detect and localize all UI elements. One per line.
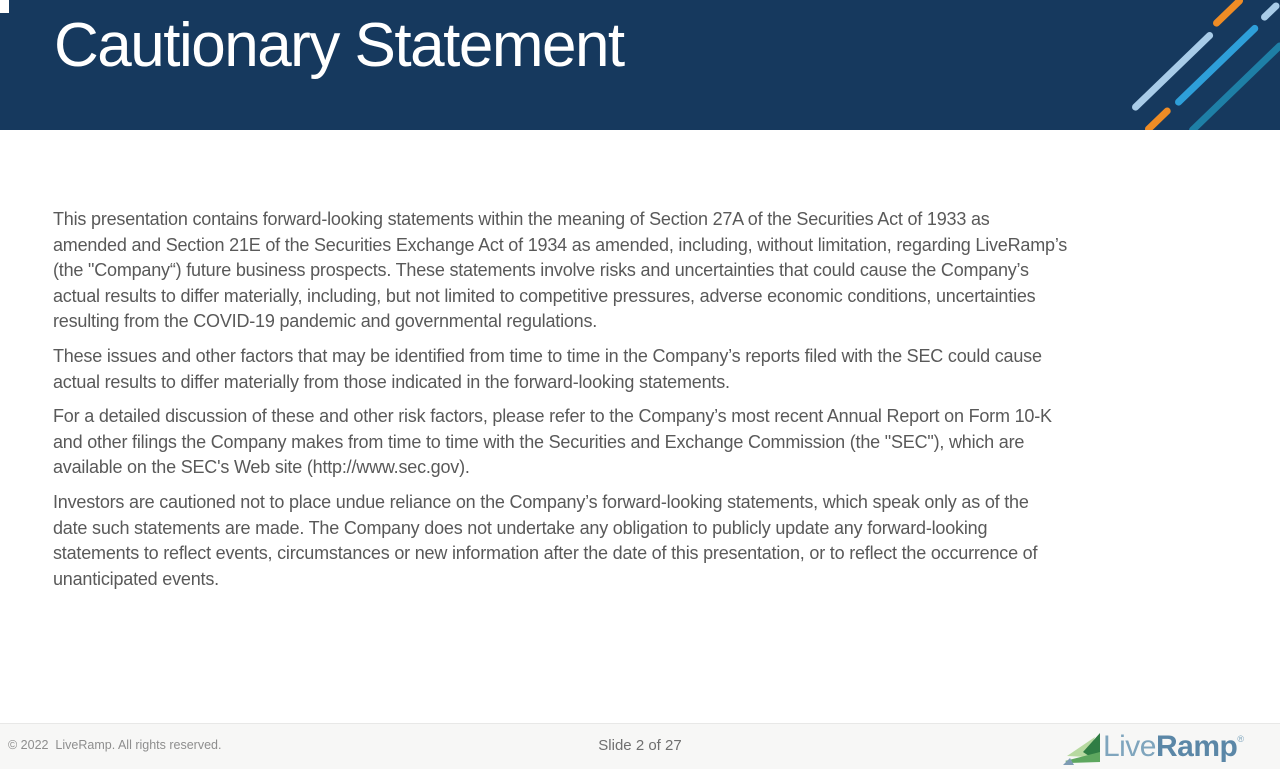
paragraph-line: statements to reflect events, circumstances or new information after the date of this presentation, or to reflect the occurrence of (53, 543, 1038, 564)
decor-diagonal-lightblue-corner (1260, 1, 1280, 22)
copyright-text: © 2022 LiveRamp. All rights reserved. (8, 738, 222, 752)
paragraph (53, 344, 1213, 395)
paragraph-line: and other filings the Company makes from time to time with the Securities and Exchange Commission (the "SEC"), which are (53, 431, 1025, 452)
paragraph-line: resulting from the COVID-19 pandemic and governmental regulations. (53, 311, 598, 332)
paragraph (53, 207, 1213, 335)
logo-text-live: Live (1102, 730, 1156, 763)
paragraph-line: These issues and other factors that may be identified from time to time in the Company’s reports filed with the SEC could cause (53, 345, 1042, 366)
paragraph-line: For a detailed discussion of these and other risk factors, please refer to the Company’s most recent Annual Report on Form 10-K (53, 406, 1052, 427)
page-title: Cautionary Statement (54, 11, 624, 80)
paragraph-line: This presentation contains forward-looking statements within the meaning of Section 27A of the Securities Act of 1933 as (53, 209, 990, 229)
slide-number: Slide 2 of 27 (598, 737, 682, 754)
paragraph-line: available on the SEC's Web site (http://www.sec.gov). (53, 457, 470, 478)
slide-footer (0, 723, 1280, 769)
slide-header (0, 0, 1280, 130)
paragraph-line: (the "Company“) future business prospects. These statements involve risks and uncertainties that could cause the Company’s (53, 260, 1029, 281)
decor-diagonal-orange-top (1212, 0, 1245, 28)
decor-diagonal-mediumblue (1174, 23, 1260, 107)
paragraph (53, 404, 1213, 481)
decor-diagonal-orange-bottom (1144, 106, 1173, 130)
paragraph-line: actual results to differ materially, including, but not limited to competitive pressures, adverse economic conditions, uncertainties (53, 285, 1036, 306)
body-text (53, 207, 1213, 601)
logo-text-ramp: Ramp (1156, 730, 1238, 763)
corner-notch (0, 0, 9, 13)
liveramp-logo (1063, 727, 1244, 767)
paragraph (53, 490, 1213, 592)
logo-trademark: ® (1237, 734, 1244, 744)
liveramp-ramp-icon (1063, 732, 1101, 766)
paragraph-line: actual results to differ materially from those indicated in the forward-looking statements. (53, 371, 730, 392)
paragraph-line: amended and Section 21E of the Securities Exchange Act of 1934 as amended, including, without limitation, regarding LiveRamp’s (53, 234, 1068, 255)
decor-diagonal-lightblue-long (1131, 31, 1215, 112)
paragraph-line: Investors are cautioned not to place undue reliance on the Company’s forward-looking statements, which speak only as of the (53, 491, 1029, 512)
paragraph-line: date such statements are made. The Company does not undertake any obligation to publicly update any forward-looking (53, 517, 988, 538)
decor-diagonal-teal (1188, 41, 1280, 130)
paragraph-line: unanticipated events. (53, 568, 219, 589)
